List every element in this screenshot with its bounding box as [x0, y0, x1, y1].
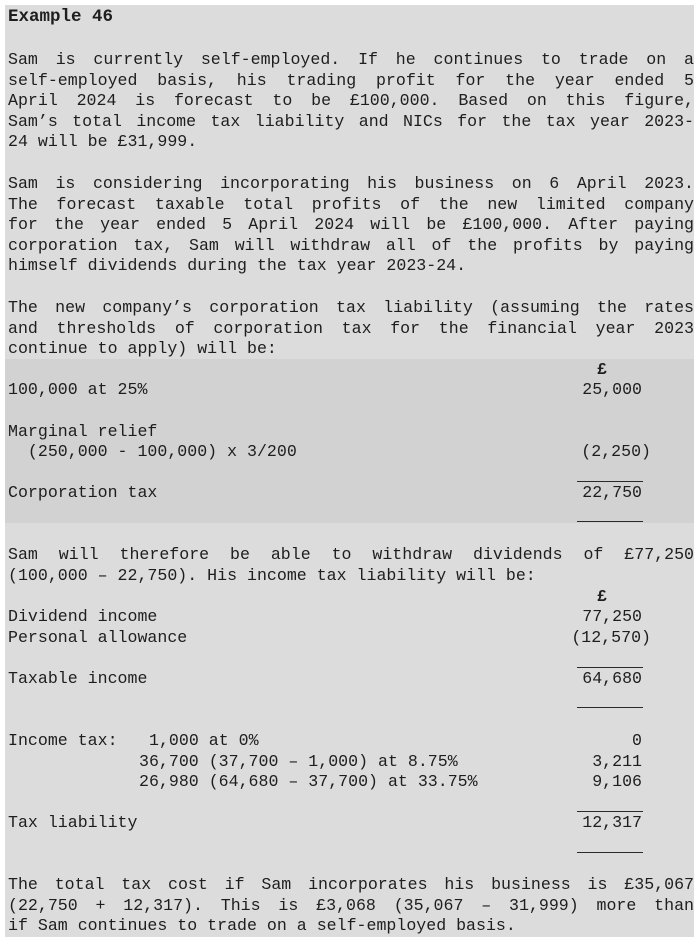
text-line: continue to apply) will be: [8, 339, 277, 359]
ct-row-label: Marginal relief [8, 422, 158, 441]
text-line: Sam will therefore be able to withdraw dividends of £77,250 [8, 545, 694, 564]
ct-row-value: 25,000 [582, 380, 642, 399]
subtotal-rule [577, 811, 643, 812]
text-line: himself dividends during the tax year 2023-24. [8, 256, 467, 276]
text-line: (100,000 – 22,750). His income tax liability will be: [8, 565, 536, 585]
text-line: Sam’s total income tax liability and NICs for the tax year 2023- [8, 111, 694, 131]
it-row-label: Personal allowance [8, 628, 188, 647]
text-line: if Sam continues to trade on a self-employed basis. [8, 916, 516, 936]
text-line: self-employed basis, his trading profit for the year ended 5 [8, 70, 694, 90]
it-row-label: Dividend income [8, 607, 158, 626]
tax-band: 26,980 (64,680 – 37,700) at 33.75% [139, 772, 478, 791]
tax-band: 36,700 (37,700 – 1,000) at 8.75% [139, 752, 458, 771]
tax-band-value: 0 [632, 731, 642, 750]
tax-band-value: 9,106 [592, 772, 642, 791]
it-row-value: 64,680 [582, 669, 642, 688]
subtotal-rule [577, 481, 643, 482]
text-line: and thresholds of corporation tax for the financial year 2023 [8, 318, 694, 338]
ct-total-value: 22,750 [582, 483, 642, 502]
it-row-value: 77,250 [582, 607, 642, 626]
text-line: Sam is considering incorporating his business on 6 April 2023. [8, 174, 694, 193]
ct-row-value: (2,250) [581, 442, 651, 461]
ct-total-label: Corporation tax [8, 483, 158, 502]
ct-row-label: (250,000 - 100,000) x 3/200 [8, 442, 297, 461]
currency-header: £ [597, 360, 607, 379]
document-page [5, 5, 694, 937]
text-line: 24 will be £31,999. [8, 132, 198, 152]
text-line: The forecast taxable total profits of the new limited company [8, 194, 694, 214]
subtotal-rule [577, 667, 643, 668]
text-line: for the year ended 5 April 2024 will be £100,000. After paying [8, 215, 694, 235]
it-total-value: 12,317 [582, 813, 642, 832]
tax-band: 1,000 at 0% [149, 731, 259, 750]
currency-header: £ [597, 587, 607, 606]
it-row-value: (12,570) [571, 628, 651, 647]
text-line: corporation tax, Sam will withdraw all of the profits by paying [8, 235, 694, 255]
text-line: Sam is currently self-employed. If he continues to trade on a [8, 50, 694, 69]
example-heading: Example 46 [8, 7, 114, 27]
tax-band-value: 3,211 [592, 752, 642, 771]
total-rule [577, 852, 643, 853]
it-total-label: Tax liability [8, 813, 138, 832]
total-rule [577, 707, 643, 708]
text-line: The total tax cost if Sam incorporates his business is £35,067 [8, 875, 694, 894]
ct-row-label: 100,000 at 25% [8, 380, 148, 399]
income-tax-label: Income tax: [8, 731, 118, 750]
text-line: April 2024 is forecast to be £100,000. Based on this figure, [8, 91, 694, 111]
total-rule [577, 521, 643, 522]
text-line: (22,750 + 12,317). This is £3,068 (35,067 – 31,999) more than [8, 895, 694, 915]
text-line: The new company’s corporation tax liability (assuming the rates [8, 298, 694, 317]
it-row-label: Taxable income [8, 669, 148, 688]
